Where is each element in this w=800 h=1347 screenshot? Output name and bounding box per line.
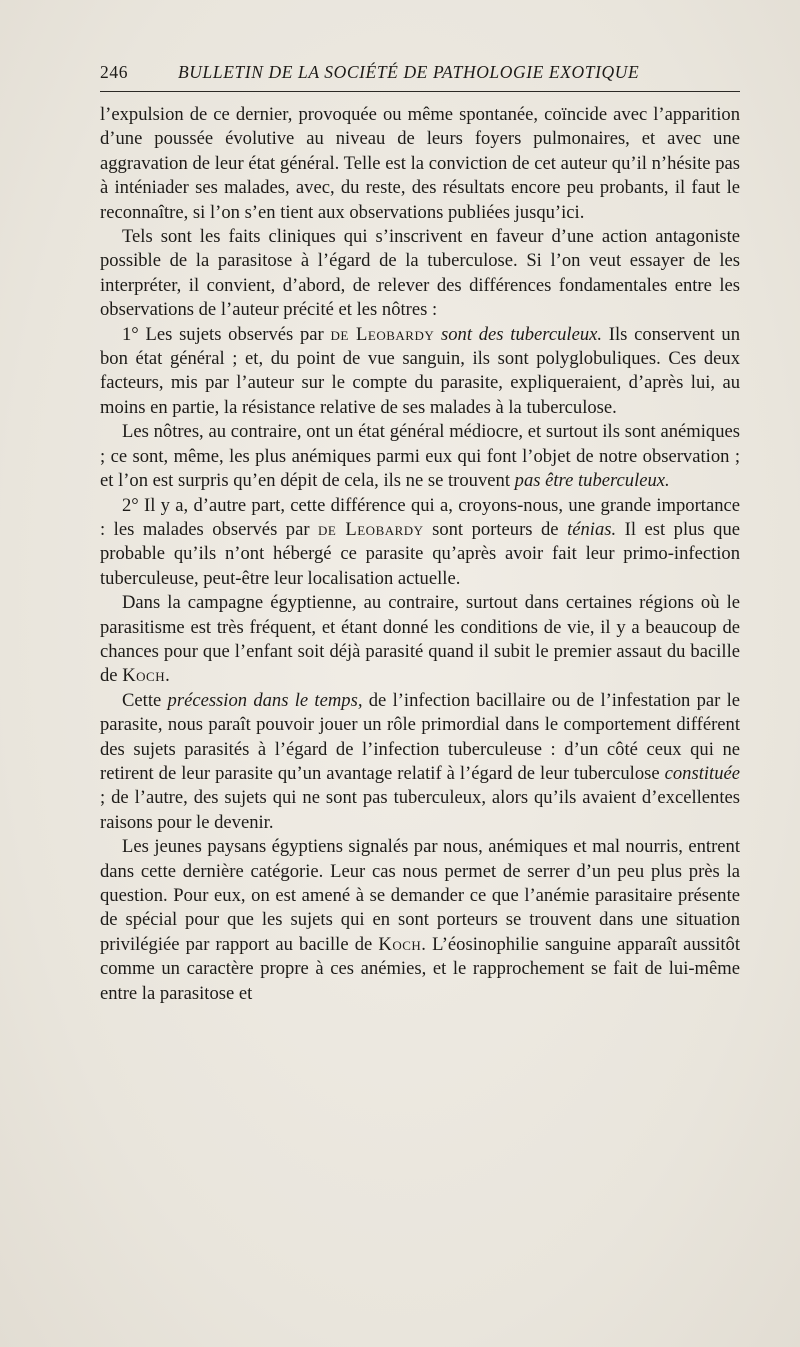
paragraph: Tels sont les faits cliniques qui s’inscrivent en faveur d’une action antagoniste possible de la parasitose à l’égard de la tuberculose. Si l’on veut essayer de les interpréter, il convient, d’abord, de relever des différences fondamentales entre les observations de l’auteur précité et les nôtres : — [100, 226, 740, 321]
author-name: Koch — [122, 665, 166, 687]
paragraph: Dans la campagne égyptienne, au contraire, surtout dans certaines régions où le parasitisme est très fréquent, et étant donné les conditions de vie, il y a beaucoup de chances pour que l’enfant soit déjà parasité quand il subit le premier assaut du bacille de Koch. — [100, 592, 740, 687]
author-name: de Leobardy — [330, 323, 435, 345]
italic-text: précession dans le temps, — [167, 689, 363, 711]
running-title: BULLETIN DE LA SOCIÉTÉ DE PATHOLOGIE EXOTIQUE — [178, 62, 640, 82]
paragraph: Les nôtres, au contraire, ont un état général médiocre, et surtout ils sont anémiques ; ce sont, même, les plus anémiques parmi eux qui font l’objet de notre observation ; et l’on est surpris qu’en dépit de cela, ils ne se trouvent pas être tuberculeux. — [100, 421, 740, 492]
paragraph: 2° Il y a, d’autre part, cette différence qui a, croyons-nous, une grande importance : les malades observés par de Leobardy sont porteurs de ténias. Il est plus que probable qu’ils n’ont hébergé ce parasite qu’après avoir fait leur primo-infection tuberculeuse, peut-être leur localisation actuelle. — [100, 494, 740, 589]
italic-text: constituée — [664, 762, 740, 784]
paragraph: Les jeunes paysans égyptiens signalés par nous, anémiques et mal nourris, entrent dans cette dernière catégorie. Leur cas nous permet de serrer d’un peu plus près la question. Pour eux, on est amené à se demander ce que l’anémie parasitaire présente de spécial pour que les sujets qui en sont porteurs se trouvent dans une situation privilégiée par rapport au bacille de Koch. L’éosinophilie sanguine apparaît aussitôt comme un caractère propre à ces anémies, et le rapprochement se fait de lui-même entre la parasitose et — [100, 836, 741, 1004]
paragraph: 1° Les sujets observés par de Leobardy sont des tuberculeux. Ils conservent un bon état général ; et, du point de vue sanguin, ils sont polyglobuliques. Ces deux facteurs, mis par l’auteur sur le compte du parasite, expliqueraient, d’après lui, au moins en partie, la résistance relative de ses malades à la tuberculose. — [100, 323, 741, 418]
paragraph: l’expulsion de ce dernier, provoquée ou même spontanée, coïncide avec l’apparition d’une poussée évolutive au niveau de leurs foyers pulmonaires, et avec une aggravation de leur état général. Telle est la conviction de cet auteur qu’il n’hésite pas à inténiader ses malades, avec, du reste, des résultats encore peu probants, il faut le reconnaître, si l’on s’en tient aux observations publiées jusqu’ici. — [100, 104, 740, 223]
italic-text: sont des tuberculeux. — [441, 323, 603, 345]
italic-text: pas être tuberculeux. — [514, 470, 670, 492]
header-rule — [100, 91, 740, 92]
italic-text: ténias. — [567, 518, 617, 540]
author-name: de Leobardy — [318, 518, 424, 540]
paragraph: Cette précession dans le temps, de l’infection bacillaire ou de l’infestation par le parasite, nous paraît pouvoir jouer un rôle primordial dans le comportement différent des sujets parasités à l’égard de l’infection tuberculeuse : d’un côté ceux qui ne retirent de leur parasite qu’un avantage relatif à l’égard de leur tuberculose constituée ; de l’autre, des sujets qui ne sont pas tuberculeux, alors qu’ils avaient d’excellentes raisons pour le devenir. — [100, 689, 741, 833]
page-number: 246 — [100, 62, 129, 82]
body-text — [100, 103, 740, 1006]
author-name: Koch — [378, 933, 422, 955]
